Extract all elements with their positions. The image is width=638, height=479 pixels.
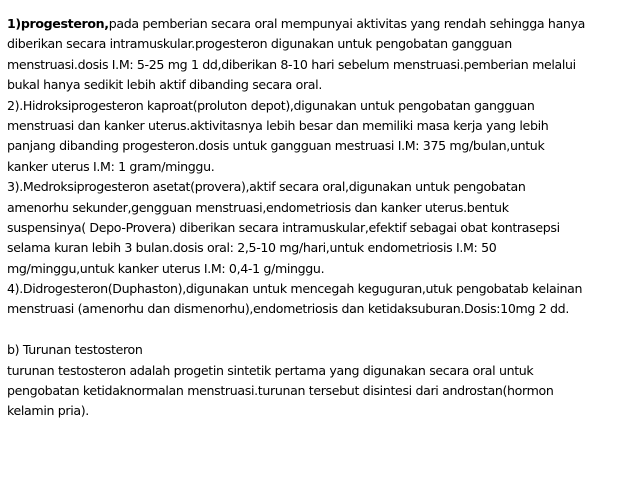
- paragraph-testosteron-line-1: turunan testosteron adalah progetin sintetik pertama yang digunakan secara oral untuk: [7, 362, 534, 378]
- paragraph-hidroksiprogesteron-line-1: 2).Hidroksiprogesteron kaproat(proluton depot),digunakan untuk pengobatan gangguan: [7, 97, 535, 113]
- paragraph-didrogesteron-line-1: 4).Didrogesteron(Duphaston),digunakan untuk mencegah keguguran,utuk pengobatab kelainan: [7, 281, 583, 297]
- paragraph-progesteron-line-4: bukal hanya sedikit lebih aktif dibanding secara oral.: [7, 77, 322, 93]
- paragraph-progesteron-line-1: [7, 14, 632, 34]
- blank-line: [7, 320, 632, 340]
- paragraph-testosteron-line-2: pengobatan ketidaknormalan menstruasi.turunan tersebut disintesi dari androstan(hormon: [7, 383, 554, 399]
- progesteron-line-1-text: pada pemberian secara oral mempunyai aktivitas yang rendah sehingga hanya: [108, 16, 586, 31]
- body-text: [7, 14, 632, 422]
- paragraph-medroksiprogesteron-line-5: mg/minggu,untuk kanker uterus I.M: 0,4-1 g/minggu.: [7, 260, 325, 276]
- paragraph-medroksiprogesteron-line-3: suspensinya( Depo-Provera) diberikan secara intramuskular,efektif sebagai obat kontrasepsi: [7, 219, 560, 235]
- paragraph-didrogesteron-line-2: menstruasi (amenorhu dan dismenorhu),endometriosis dan ketidaksuburan.Dosis:10mg 2 dd.: [7, 301, 569, 317]
- paragraph-hidroksiprogesteron-line-2: menstruasi dan kanker uterus.aktivitasnya lebih besar dan memiliki masa kerja yang lebih: [7, 117, 549, 133]
- paragraph-medroksiprogesteron-line-2: amenorhu sekunder,gengguan menstruasi,endometriosis dan kanker uterus.bentuk: [7, 199, 509, 215]
- paragraph-medroksiprogesteron-line-4: selama kuran lebih 3 bulan.dosis oral: 2,5-10 mg/hari,untuk endometriosis I.M: 50: [7, 240, 497, 256]
- paragraph-hidroksiprogesteron-line-3: panjang dibanding progesteron.dosis untuk gangguan mestruasi I.M: 375 mg/bulan,untuk: [7, 138, 545, 154]
- paragraph-hidroksiprogesteron-line-4: kanker uterus I.M: 1 gram/minggu.: [7, 158, 215, 174]
- progesteron-bold-label: 1)progesteron,: [7, 16, 109, 31]
- section-heading-turunan-testosteron: b) Turunan testosteron: [7, 342, 143, 358]
- paragraph-progesteron-line-2: diberikan secara intramuskular.progesteron digunakan untuk pengobatan gangguan: [7, 36, 512, 52]
- paragraph-testosteron-line-3: kelamin pria).: [7, 403, 89, 419]
- paragraph-medroksiprogesteron-line-1: 3).Medroksiprogesteron asetat(provera),aktif secara oral,digunakan untuk pengobatan: [7, 179, 526, 195]
- paragraph-progesteron-line-3: menstruasi.dosis I.M: 5-25 mg 1 dd,diberikan 8-10 hari sebelum menstruasi.pemberian melalui: [7, 56, 576, 72]
